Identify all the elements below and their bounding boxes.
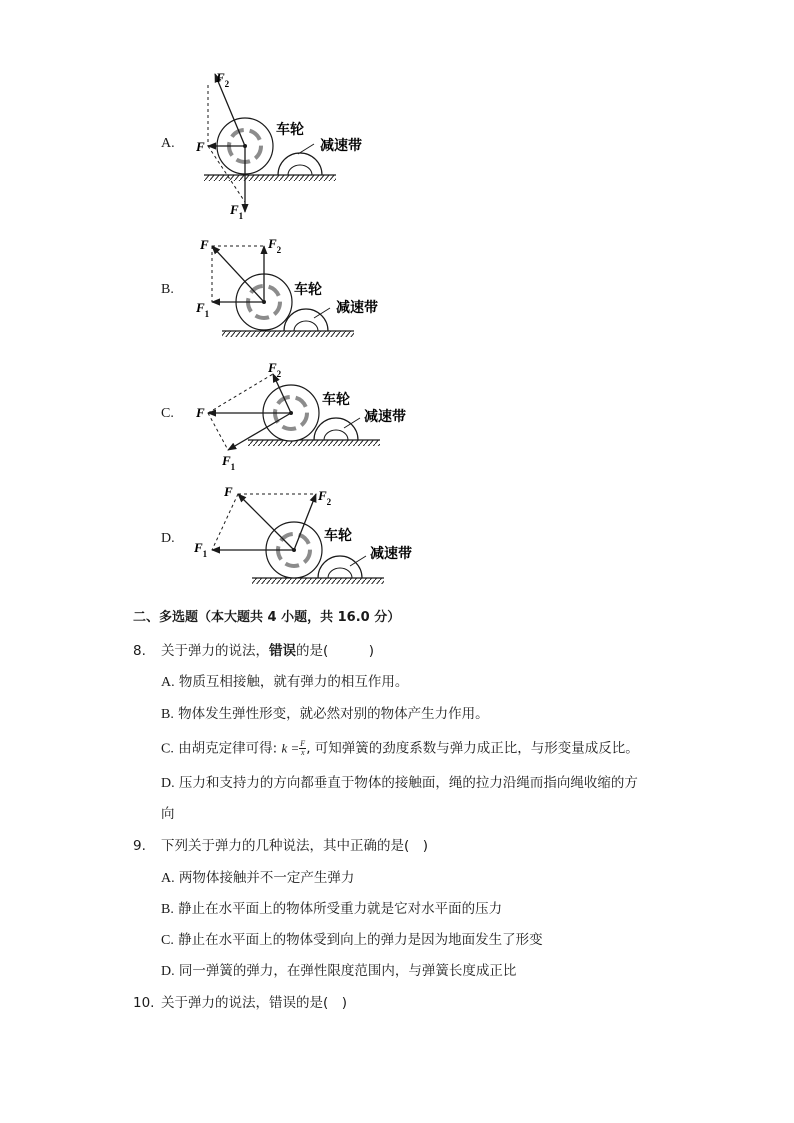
label-f2-symbol: F (268, 236, 277, 251)
q8-formula-den: x (300, 748, 305, 757)
q8-option-a-text: 物质互相接触，就有弹力的相互作用。 (178, 674, 409, 690)
q9-option-b-letter: B. (161, 902, 174, 917)
figure-option-b (190, 230, 400, 345)
svg-text:F1 (193, 540, 208, 559)
label-f2-symbol: F (318, 488, 327, 503)
q9-option-d[interactable] (161, 963, 516, 980)
q8-option-a-letter: A. (161, 675, 175, 690)
q9-option-a-text: 两物体接触并不一定产生弹力 (178, 870, 355, 886)
option-c-letter: C. (161, 406, 174, 421)
q9-option-d-text: 同一弹簧的弹力，在弹性限度范围内，与弹簧长度成正比 (178, 963, 517, 979)
option-b-letter: B. (161, 282, 174, 297)
q9-option-d-letter: D. (161, 964, 175, 979)
label-f2-symbol: F (216, 70, 225, 85)
label-bump: 减速带 (364, 409, 406, 425)
q8-option-d[interactable] (161, 775, 638, 792)
figure-option-c (190, 354, 420, 474)
question-8-number: 8. (133, 643, 146, 659)
q8-option-d-text: 压力和支持力的方向都垂直于物体的接触面，绳的拉力沿绳而指向绳收缩的方 (178, 775, 638, 791)
q9-option-a-letter: A. (161, 871, 175, 886)
label-bump: 减速带 (336, 300, 378, 316)
speed-bump (314, 418, 358, 440)
label-bump: 减速带 (320, 138, 362, 154)
label-f1-symbol: F (230, 202, 239, 217)
q9-option-c-letter: C. (161, 933, 174, 948)
label-f2-symbol: F (268, 360, 277, 375)
label-f1-symbol: F (196, 300, 205, 315)
label-wheel: 车轮 (294, 282, 322, 298)
q8-option-d-letter: D. (161, 776, 175, 791)
question-8-stem-bold: 错误 (269, 643, 296, 659)
label-f2-sub: 2 (326, 497, 332, 507)
question-8-stem (161, 643, 374, 659)
ground-hatch (204, 175, 336, 181)
q9-option-a[interactable] (161, 870, 354, 887)
q8-option-c-letter: C. (161, 741, 174, 757)
label-f2-sub: 2 (224, 79, 230, 89)
figure-option-a (190, 60, 390, 230)
speed-bump (278, 153, 322, 175)
q9-option-b[interactable] (161, 901, 502, 918)
label-bump: 减速带 (370, 546, 412, 562)
ground-hatch (248, 440, 380, 446)
q8-option-b[interactable] (161, 706, 489, 723)
label-f-symbol: F (224, 484, 233, 499)
label-f1-sub: 1 (204, 309, 210, 319)
label-f2-sub: 2 (276, 369, 282, 379)
svg-text:F1 (195, 300, 210, 319)
label-f1-sub: 1 (230, 462, 236, 472)
label-f1-sub: 1 (238, 211, 244, 221)
q8-option-c-text-a: 由胡克定律可得: (178, 740, 278, 757)
q8-option-a[interactable] (161, 674, 408, 691)
svg-text:F1 (229, 202, 244, 221)
question-10-number: 10. (133, 995, 155, 1011)
q8-formula-lhs: k = (281, 740, 300, 756)
q9-option-b-text: 静止在水平面上的物体所受重力就是它对水平面的压力 (178, 901, 503, 917)
option-a-letter: A. (161, 136, 175, 151)
section-heading: 二、多选题（本大题共 4 小题，共 16.0 分） (133, 610, 401, 625)
q9-option-c-text: 静止在水平面上的物体受到向上的弹力是因为地面发生了形变 (178, 932, 543, 948)
q8-option-b-text: 物体发生弹性形变，就必然对别的物体产生力作用。 (178, 706, 489, 722)
label-f1-symbol: F (194, 540, 203, 555)
speed-bump (318, 556, 362, 578)
label-f-symbol: F (196, 405, 205, 420)
ground-hatch (252, 578, 384, 584)
q8-option-b-letter: B. (161, 707, 174, 722)
question-8-stem-b: 的是( ) (296, 643, 375, 659)
question-9-number: 9. (133, 838, 146, 854)
question-9-stem: 下列关于弹力的几种说法，其中正确的是( ) (161, 838, 429, 854)
figure-option-d (190, 478, 430, 590)
q8-formula-num: F (300, 739, 306, 748)
label-wheel: 车轮 (276, 122, 304, 138)
label-f2-sub: 2 (276, 245, 282, 255)
q8-option-d-continuation: 向 (161, 806, 175, 822)
ground-hatch (222, 331, 354, 337)
svg-text:F2 (267, 236, 282, 255)
label-f1-sub: 1 (202, 549, 208, 559)
question-8-stem-a: 关于弹力的说法， (161, 643, 269, 659)
q8-option-c[interactable] (161, 740, 639, 758)
label-f-symbol: F (196, 139, 205, 154)
label-f-symbol: F (200, 237, 209, 252)
label-wheel: 车轮 (324, 528, 352, 544)
q8-option-c-text-b: , 可知弹簧的劲度系数与弹力成正比，与形变量成反比。 (306, 740, 639, 757)
label-wheel: 车轮 (322, 392, 350, 408)
option-d-letter: D. (161, 531, 175, 546)
svg-text:F1 (221, 453, 236, 472)
svg-text:F2 (215, 70, 230, 89)
q9-option-c[interactable] (161, 932, 543, 949)
svg-text:F2 (317, 488, 332, 507)
label-f1-symbol: F (222, 453, 231, 468)
force-f-arrow (238, 494, 294, 550)
question-10-stem: 关于弹力的说法，错误的是( ) (161, 995, 348, 1011)
